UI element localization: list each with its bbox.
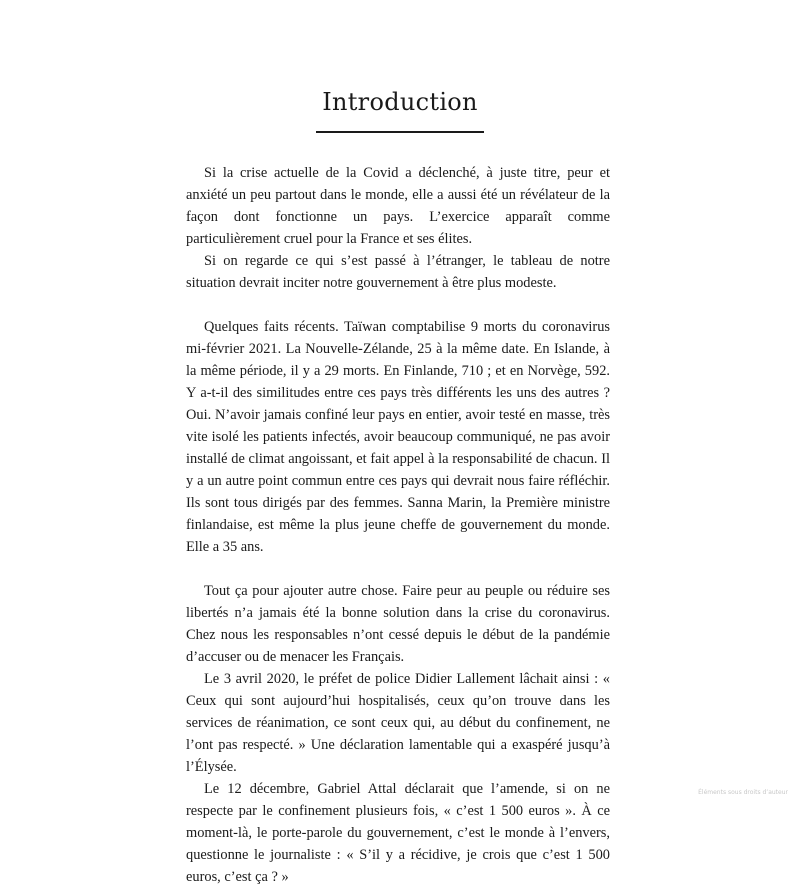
- paragraph-5: Le 3 avril 2020, le préfet de police Didier Lallement lâchait ainsi : « Ceux qui sont aujourd’hui hospitalisés, ceux qu’on trouve dans les services de réanimation, ce sont ceux qui, au début du confinement, ne l’ont pas respecté. » Une déclaration lamentable qui a exaspéré jusqu’à l’Élysée.: [186, 671, 610, 775]
- paragraph-4: Tout ça pour ajouter autre chose. Faire peur au peuple ou réduire ses libertés n’a jamais été la bonne solution dans la crise du coronavirus. Chez nous les responsables n’ont cessé depuis le début de la pandémie d’accuser ou de menacer les Français.: [186, 583, 610, 665]
- copyright-watermark: Éléments sous droits d’auteur: [698, 789, 788, 796]
- paragraph-1: Si la crise actuelle de la Covid a déclenché, à juste titre, peur et anxiété un peu partout dans le monde, elle a aussi été un révélateur de la façon dont fonctionne un pays. L’exercice apparaît comme particulièrement cruel pour la France et ses élites.: [186, 165, 610, 247]
- paragraph-3: Quelques faits récents. Taïwan comptabilise 9 morts du coronavirus mi-février 2021. La Nouvelle-Zélande, 25 à la même date. En Islande, à la même période, il y a 29 morts. En Finlande, 710 ; et en Norvège, 592. Y a-t-il des similitudes entre ces pays très différents les uns des autres ? Oui. N’avoir jamais confiné leur pays en entier, avoir testé en masse, très vite isolé les patients infectés, avoir beaucoup communiqué, ne pas avoir installé de climat angoissant, et fait appel à la responsabilité de chacun. Il y a un autre point commun entre ces pays qui devrait nous faire réfléchir. Ils sont tous dirigés par des femmes. Sanna Marin, la Première ministre finlandaise, est même la plus jeune cheffe de gouvernement du monde. Elle a 35 ans.: [186, 319, 610, 555]
- paragraph-6: Le 12 décembre, Gabriel Attal déclarait que l’amende, si on ne respecte par le confinement plusieurs fois, « c’est 1 500 euros ». À ce moment-là, le porte-parole du gouvernement, c’est le monde à l’envers, questionne le journaliste : « S’il y a récidive, je crois que c’est 1 500 euros, c’est ça ? »: [186, 781, 610, 885]
- chapter-title: Introduction: [322, 88, 478, 116]
- paragraph-2: Si on regarde ce qui s’est passé à l’étranger, le tableau de notre situation devrait inciter notre gouvernement à être plus modeste.: [186, 253, 610, 291]
- title-underline: [316, 131, 484, 133]
- text-body: [186, 162, 610, 888]
